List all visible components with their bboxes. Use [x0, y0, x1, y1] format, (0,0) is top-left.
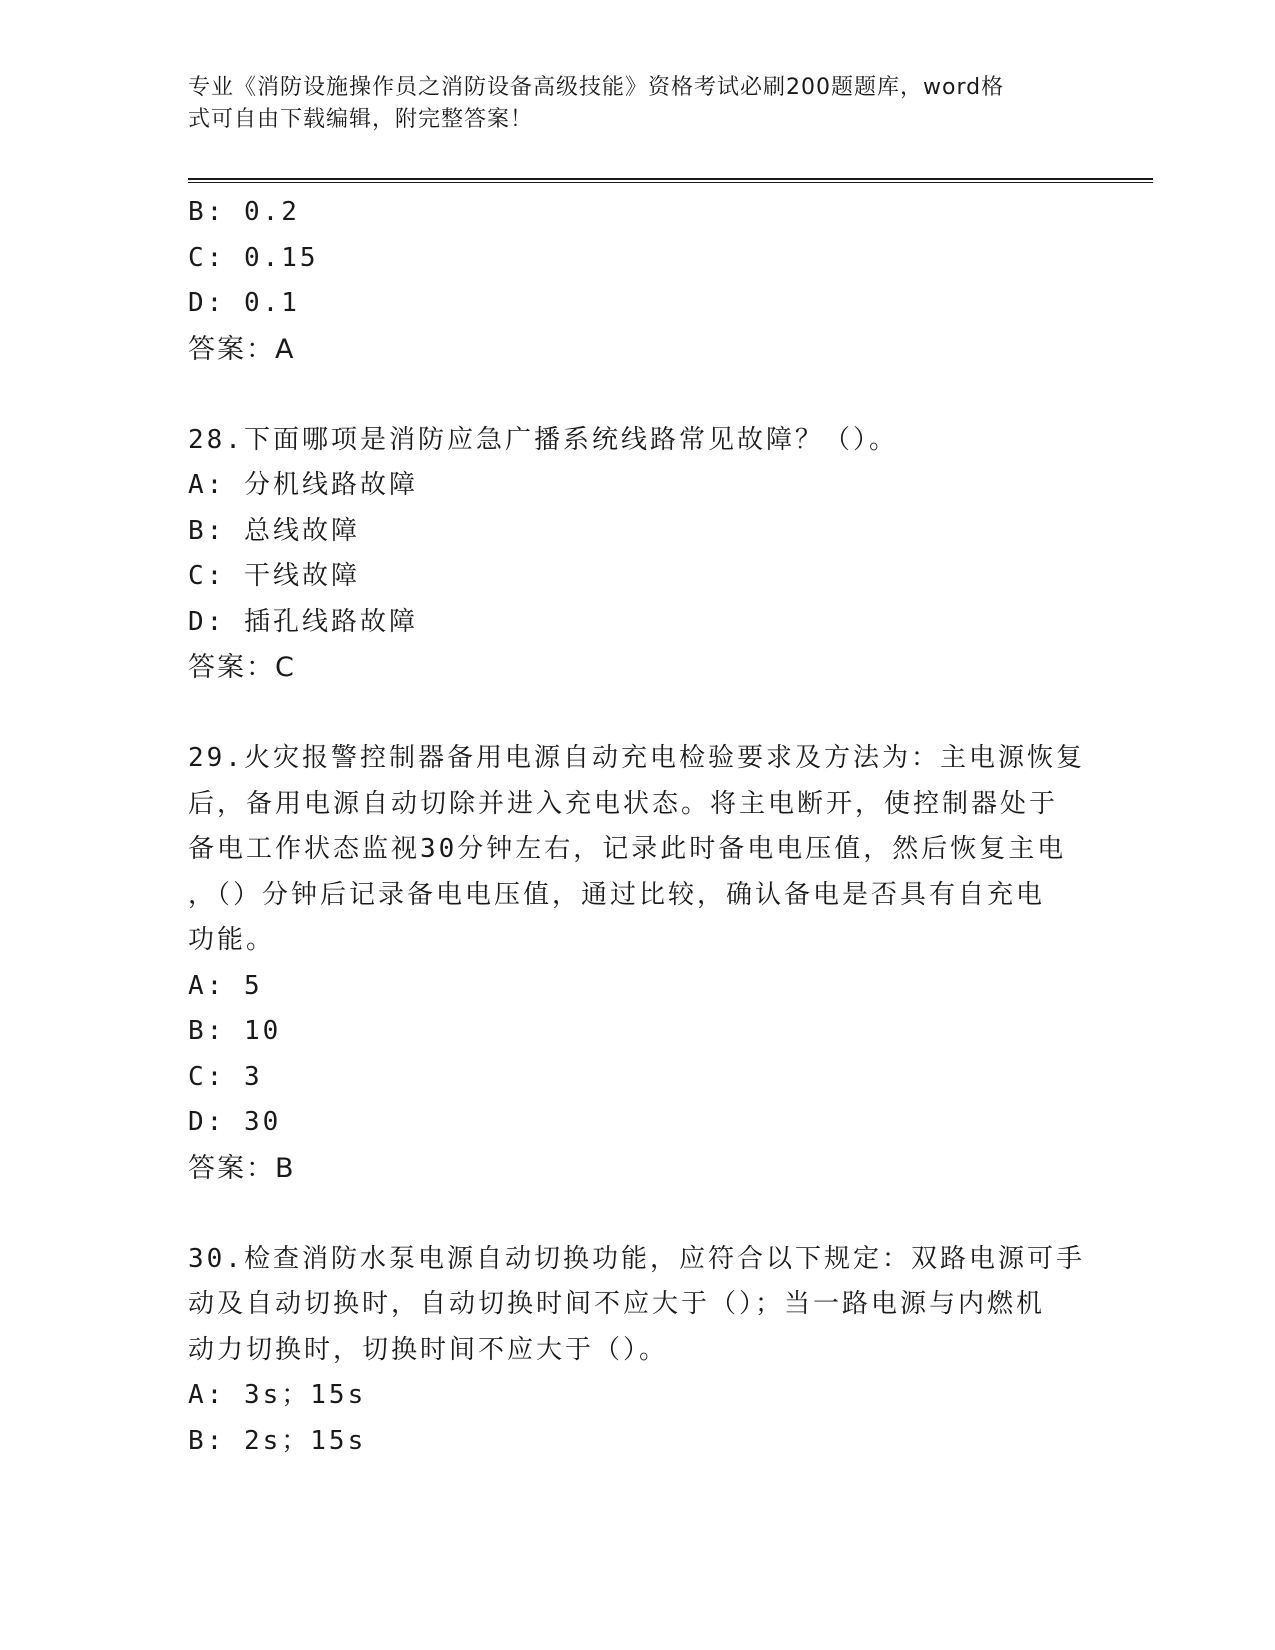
- question-27-continued: [188, 190, 1078, 372]
- option-b: B: 10: [188, 1016, 282, 1046]
- question-stem-line: 30.检查消防水泵电源自动切换功能，应符合以下规定：双路电源可手: [188, 1243, 1085, 1274]
- question-stem: 28.下面哪项是消防应急广播系统线路常见故障？（）。: [188, 424, 898, 455]
- spacer: [188, 691, 1078, 737]
- option-c: C: 0.15: [188, 242, 319, 273]
- option-a: A: 3s；15s: [188, 1380, 367, 1410]
- option-d: D: 插孔线路故障: [188, 606, 418, 637]
- question-30: [188, 1237, 1085, 1465]
- question-stem-line: 动力切换时，切换时间不应大于（）。: [188, 1334, 669, 1365]
- header-title-line-1: 专业《消防设施操作员之消防设备高级技能》资格考试必刷200题题库，word格: [188, 75, 1005, 100]
- answer-label: 答案：B: [188, 1152, 296, 1184]
- option-b: B: 总线故障: [188, 515, 360, 546]
- question-28: [188, 418, 1078, 691]
- question-stem-line: 后，备用电源自动切除并进入充电状态。将主电断开，使控制器处于: [188, 788, 1059, 819]
- question-stem-line: 29.火灾报警控制器备用电源自动充电检验要求及方法为：主电源恢复: [188, 743, 1085, 773]
- question-stem-line: 功能。: [188, 925, 276, 955]
- header-title-line-2: 式可自由下载编辑，附完整答案！: [188, 107, 534, 132]
- question-29: [188, 736, 1085, 1191]
- option-d: D: 0.1: [188, 288, 300, 318]
- question-stem-line: 动及自动切换时，自动切换时间不应大于（）；当一路电源与内燃机: [188, 1289, 1046, 1319]
- spacer: [188, 1191, 1078, 1237]
- option-a: A: 分机线路故障: [188, 470, 418, 500]
- question-stem-line: 备电工作状态监视30分钟左右，记录此时备电电压值，然后恢复主电: [188, 834, 1067, 864]
- document-header: [188, 72, 1068, 136]
- option-b: B: 2s；15s: [188, 1425, 367, 1456]
- document-body: [188, 190, 1085, 1464]
- question-stem-line: ，（）分钟后记录备电电压值，通过比较，确认备电是否具有自充电: [188, 879, 1046, 910]
- option-a: A: 5: [188, 970, 263, 1001]
- option-c: C: 干线故障: [188, 561, 360, 591]
- option-c: C: 3: [188, 1061, 263, 1092]
- spacer: [188, 372, 1078, 418]
- option-b: B: 0.2: [188, 197, 300, 227]
- answer-label: 答案：A: [188, 333, 296, 365]
- answer-label: 答案：C: [188, 652, 296, 683]
- header-divider-thin: [188, 182, 1153, 183]
- header-divider-thick: [188, 178, 1153, 180]
- option-d: D: 30: [188, 1107, 282, 1137]
